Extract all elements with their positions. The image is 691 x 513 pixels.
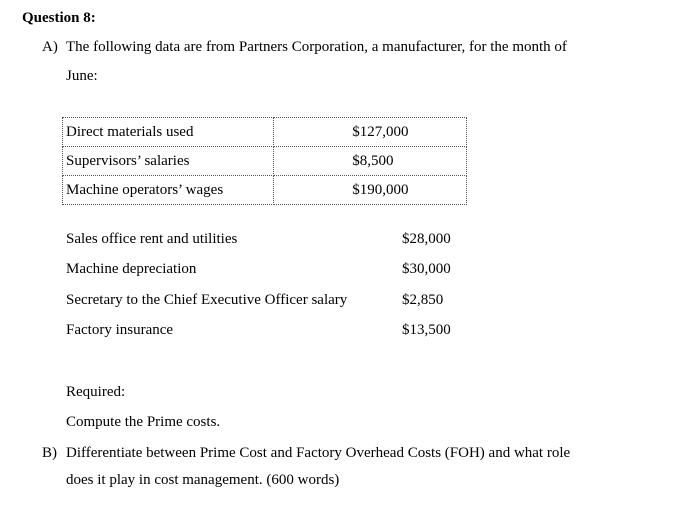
table-row xyxy=(63,176,467,205)
table-cell-label: Direct materials used xyxy=(63,118,274,147)
required-task: Compute the Prime costs. xyxy=(66,414,221,430)
list-item-amount: $13,500 xyxy=(402,322,451,338)
part-a-marker: A) xyxy=(42,39,58,55)
list-item-label: Machine depreciation xyxy=(66,261,197,277)
required-label: Required: xyxy=(66,384,126,400)
part-a-intro-line1: The following data are from Partners Corporation, a manufacturer, for the month of xyxy=(66,39,567,55)
list-item-amount: $28,000 xyxy=(402,231,451,247)
table-row xyxy=(63,118,467,147)
table-cell-amount: $127,000 xyxy=(274,118,467,147)
list-item-amount: $30,000 xyxy=(402,261,451,277)
cost-data-table xyxy=(62,117,467,205)
part-b-line2: does it play in cost management. (600 words) xyxy=(66,472,340,488)
list-item-label: Sales office rent and utilities xyxy=(66,231,238,247)
part-b-line1: Differentiate between Prime Cost and Factory Overhead Costs (FOH) and what role xyxy=(66,445,571,461)
table-cell-label: Machine operators’ wages xyxy=(63,176,274,205)
table-cell-label: Supervisors’ salaries xyxy=(63,147,274,176)
table-row xyxy=(63,147,467,176)
table-cell-amount: $8,500 xyxy=(274,147,467,176)
list-item-amount: $2,850 xyxy=(402,292,444,308)
part-a-intro-line2: June: xyxy=(66,68,98,84)
question-title: Question 8: xyxy=(22,10,96,26)
list-item-label: Factory insurance xyxy=(66,322,174,338)
table-cell-amount: $190,000 xyxy=(274,176,467,205)
list-item-label: Secretary to the Chief Executive Officer salary xyxy=(66,292,348,308)
part-b-marker: B) xyxy=(42,445,57,461)
